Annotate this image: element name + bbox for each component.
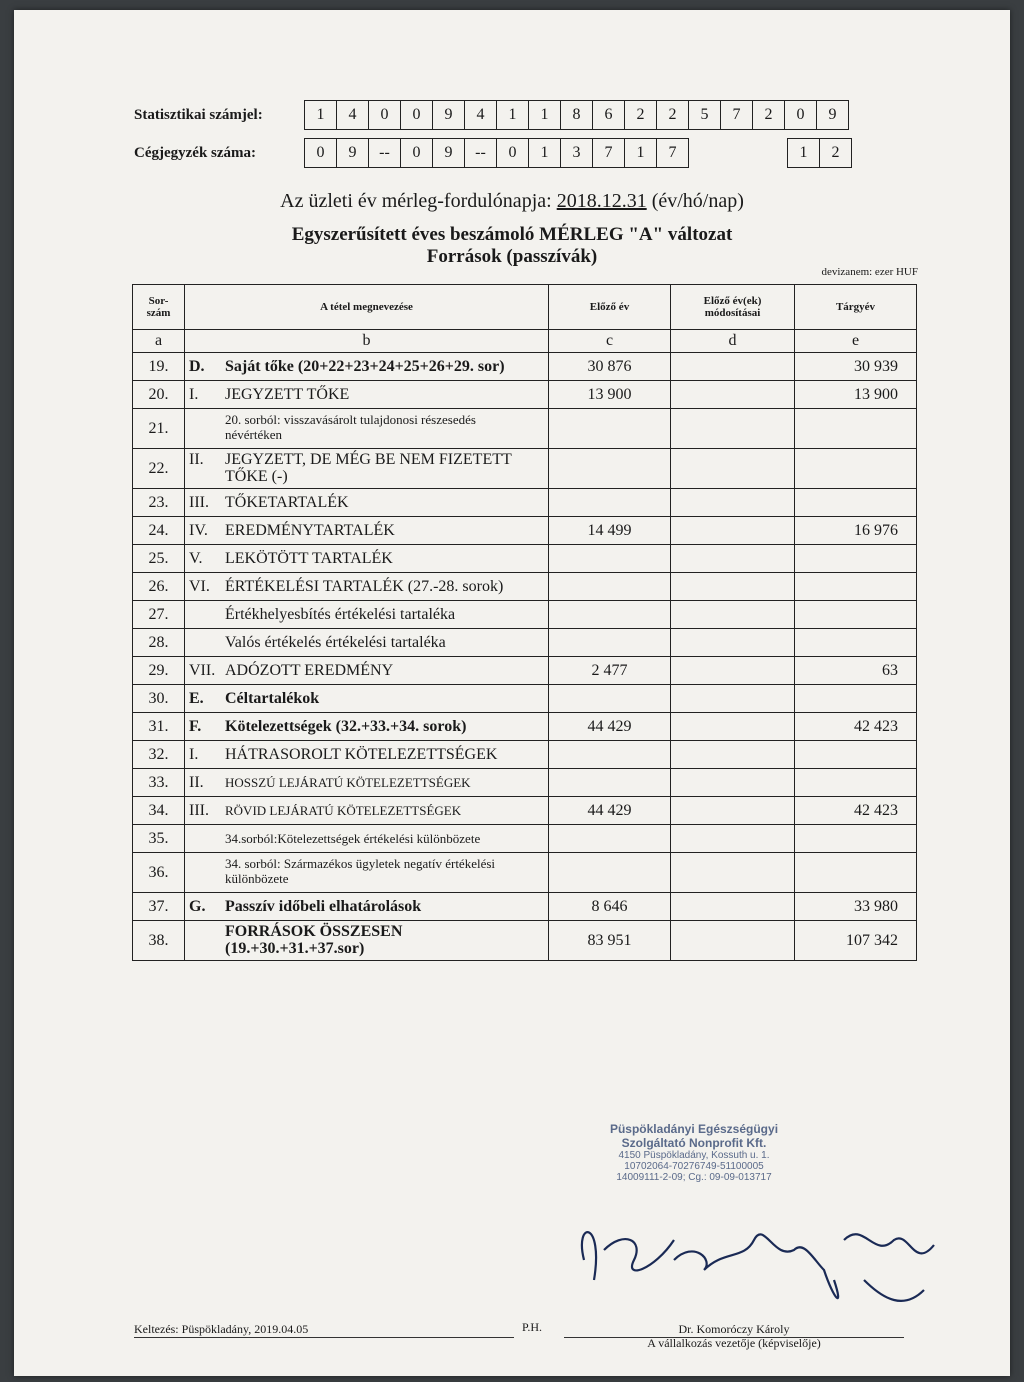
digit-box: 2: [625, 101, 657, 129]
company-stamp: [574, 1122, 814, 1183]
page-title: Egyszerűsített éves beszámoló MÉRLEG "A" változat: [291, 224, 733, 245]
stamp-line: Szolgáltató Nonprofit Kft.: [621, 1136, 767, 1150]
digit-box: 2: [831, 144, 840, 161]
row-number: 36.: [133, 853, 185, 893]
row-number: 37.: [133, 893, 185, 921]
col-header-name: A tétel megnevezése: [185, 285, 549, 330]
row-number: 27.: [133, 601, 185, 629]
row-number: 20.: [133, 381, 185, 409]
modification-value: [671, 893, 795, 921]
table-row: [133, 409, 917, 449]
item-name: HOSSZÚ LEJÁRATÚ KÖTELEZETTSÉGEK: [225, 774, 471, 790]
item-cell: [185, 353, 549, 381]
col-header-cur: Tárgyév: [795, 285, 917, 330]
row-number: 38.: [133, 921, 185, 961]
current-year-value: 33 980: [795, 893, 917, 921]
col-letter: b: [185, 330, 549, 353]
current-year-value: [795, 409, 917, 449]
row-number: 33.: [133, 769, 185, 797]
col-letter: e: [795, 330, 917, 353]
item-name: HÁTRASOROLT KÖTELEZETTSÉGEK: [225, 745, 498, 763]
row-number: 23.: [133, 489, 185, 517]
table-row: [133, 629, 917, 657]
digit-box: 1: [788, 139, 820, 167]
stat-number-boxes: [304, 100, 849, 130]
table-letter-row: [133, 330, 917, 353]
current-year-value: [795, 489, 917, 517]
prev-year-value: 13 900: [549, 381, 671, 409]
item-cell: [185, 449, 549, 489]
item-name: 20. sorból: visszavásárolt tulajdonosi részesedés névértéken: [225, 412, 476, 442]
modification-value: [671, 381, 795, 409]
item-cell: [185, 853, 549, 893]
item-cell: [185, 797, 549, 825]
item-name: ÉRTÉKELÉSI TARTALÉK (27.-28. sorok): [225, 577, 504, 595]
col-header-prev: Előző év: [549, 285, 671, 330]
item-name: Passzív időbeli elhatárolások: [225, 897, 422, 915]
date-line: [14, 190, 1010, 213]
item-cell: [185, 741, 549, 769]
current-year-value: [795, 573, 917, 601]
item-code: IV.: [189, 521, 208, 539]
item-code: II.: [189, 773, 204, 791]
current-year-value: 42 423: [795, 713, 917, 741]
item-name: RÖVID LEJÁRATÚ KÖTELEZETTSÉGEK: [225, 802, 462, 818]
row-number: 22.: [133, 449, 185, 489]
table-row: [133, 517, 917, 545]
row-number: 31.: [133, 713, 185, 741]
prev-year-value: [549, 769, 671, 797]
table-row: [133, 573, 917, 601]
company-reg-row: [134, 138, 852, 168]
prev-year-value: 14 499: [549, 517, 671, 545]
digit-box: 8: [561, 101, 593, 129]
modification-value: [671, 685, 795, 713]
modification-value: [671, 545, 795, 573]
row-number: 19.: [133, 353, 185, 381]
page-subtitle: Források (passzívák): [426, 246, 598, 267]
current-year-value: [795, 629, 917, 657]
item-cell: [185, 601, 549, 629]
prev-year-value: [549, 629, 671, 657]
item-code: VI.: [189, 577, 210, 595]
item-name: LEKÖTÖTT TARTALÉK: [225, 549, 393, 567]
item-code: I.: [189, 385, 199, 403]
place-date: Keltezés: Püspökladány, 2019.04.05: [134, 1322, 514, 1338]
table-row: [133, 853, 917, 893]
item-name: ADÓZOTT EREDMÉNY: [225, 661, 394, 679]
item-name: Értékhelyesbítés értékelési tartaléka: [225, 605, 456, 623]
table-row: [133, 685, 917, 713]
digit-box: 9: [337, 139, 369, 167]
signer-role: A vállalkozás vezetője (képviselője): [647, 1336, 821, 1350]
modification-value: [671, 353, 795, 381]
handwritten-signature: [564, 1200, 944, 1320]
prev-year-value: [549, 409, 671, 449]
digit-box: 9: [433, 101, 465, 129]
digit-box: 6: [593, 101, 625, 129]
item-code: D.: [189, 357, 205, 375]
prev-year-value: 2 477: [549, 657, 671, 685]
item-code: VII.: [189, 661, 216, 679]
modification-value: [671, 921, 795, 961]
stat-number-label: Statisztikai számjel:: [134, 106, 263, 123]
current-year-value: 63: [795, 657, 917, 685]
row-number: 29.: [133, 657, 185, 685]
modification-value: [671, 657, 795, 685]
date-prefix: Az üzleti év mérleg-fordulónapja:: [280, 190, 552, 212]
row-number: 26.: [133, 573, 185, 601]
balance-table: [132, 284, 917, 961]
col-header-mod: Előző év(ek) módosításai: [671, 285, 795, 330]
item-cell: [185, 381, 549, 409]
stat-number-row: [134, 100, 849, 130]
col-letter: c: [549, 330, 671, 353]
current-year-value: [795, 825, 917, 853]
current-year-value: [795, 545, 917, 573]
item-code: G.: [189, 897, 206, 915]
item-code: II.: [189, 450, 204, 468]
modification-value: [671, 825, 795, 853]
item-code: I.: [189, 745, 199, 763]
prev-year-value: 30 876: [549, 353, 671, 381]
table-row: [133, 741, 917, 769]
table-row: [133, 797, 917, 825]
item-code: E.: [189, 689, 204, 707]
item-name: Valós értékelés értékelési tartaléka: [225, 633, 446, 651]
current-year-value: [795, 685, 917, 713]
item-cell: [185, 921, 549, 961]
current-year-value: 13 900: [795, 381, 917, 409]
table-header-row: [133, 285, 917, 330]
current-year-value: [795, 449, 917, 489]
row-number: 35.: [133, 825, 185, 853]
table-row: [133, 825, 917, 853]
prev-year-value: [549, 685, 671, 713]
company-reg-extra-boxes: [787, 138, 852, 168]
item-name: Kötelezettségek (32.+33.+34. sorok): [225, 717, 467, 735]
current-year-value: [795, 853, 917, 893]
digit-box: 1: [529, 139, 561, 167]
item-code: III.: [189, 801, 209, 819]
col-header-rownum: Sor-szám: [133, 285, 185, 330]
table-row: [133, 657, 917, 685]
digit-box: 0: [369, 101, 401, 129]
row-number: 34.: [133, 797, 185, 825]
current-year-value: 107 342: [795, 921, 917, 961]
digit-box: 0: [305, 139, 337, 167]
item-cell: [185, 713, 549, 741]
digit-box: 1: [529, 101, 561, 129]
item-cell: [185, 769, 549, 797]
item-cell: [185, 629, 549, 657]
modification-value: [671, 769, 795, 797]
item-cell: [185, 489, 549, 517]
prev-year-value: 83 951: [549, 921, 671, 961]
table-row: [133, 545, 917, 573]
item-cell: [185, 685, 549, 713]
stamp-line: 10702064-70276749-51100005: [624, 1161, 764, 1172]
digit-box: 4: [465, 101, 497, 129]
table-row: [133, 601, 917, 629]
digit-box: 0: [497, 139, 529, 167]
current-year-value: 30 939: [795, 353, 917, 381]
digit-box: 0: [401, 139, 433, 167]
table-row: [133, 769, 917, 797]
current-year-value: 16 976: [795, 517, 917, 545]
item-name: TŐKETARTALÉK: [225, 493, 349, 511]
current-year-value: [795, 741, 917, 769]
digit-box: 1: [625, 139, 657, 167]
stamp-line: Püspökladányi Egészségügyi: [609, 1122, 779, 1136]
digit-box: 0: [785, 101, 817, 129]
item-name: EREDMÉNYTARTALÉK: [225, 521, 395, 539]
row-number: 30.: [133, 685, 185, 713]
modification-value: [671, 853, 795, 893]
date-value: 2018.12.31: [556, 190, 647, 212]
prev-year-value: 44 429: [549, 797, 671, 825]
col-letter: d: [671, 330, 795, 353]
digit-box: 7: [668, 144, 677, 161]
company-reg-boxes: [304, 138, 689, 168]
company-reg-label: Cégjegyzék száma:: [134, 144, 257, 161]
modification-value: [671, 601, 795, 629]
modification-value: [671, 517, 795, 545]
item-code: V.: [189, 549, 203, 567]
digit-box: 7: [593, 139, 625, 167]
prev-year-value: [549, 853, 671, 893]
table-row: [133, 353, 917, 381]
item-name: 34. sorból: Származékos ügyletek negatív értékelési különbözete: [225, 856, 496, 886]
table-row: [133, 381, 917, 409]
digit-box: 1: [305, 101, 337, 129]
item-cell: [185, 825, 549, 853]
current-year-value: [795, 601, 917, 629]
modification-value: [671, 409, 795, 449]
digit-box: --: [369, 139, 401, 167]
modification-value: [671, 741, 795, 769]
row-number: 28.: [133, 629, 185, 657]
prev-year-value: [549, 601, 671, 629]
item-name: FORRÁSOK ÖSSZESEN (19.+30.+31.+37.sor): [225, 922, 403, 958]
modification-value: [671, 449, 795, 489]
digit-box: 4: [337, 101, 369, 129]
row-number: 21.: [133, 409, 185, 449]
item-cell: [185, 893, 549, 921]
item-name: JEGYZETT, DE MÉG BE NEM FIZETETT TŐKE (-): [225, 450, 512, 486]
prev-year-value: [549, 545, 671, 573]
modification-value: [671, 489, 795, 517]
digit-box: 3: [561, 139, 593, 167]
currency-note: devizanem: ezer HUF: [821, 266, 918, 278]
item-cell: [185, 517, 549, 545]
prev-year-value: [549, 741, 671, 769]
document-page: [14, 10, 1010, 1376]
digit-box: 5: [689, 101, 721, 129]
digit-box: 9: [828, 106, 837, 123]
table-row: [133, 893, 917, 921]
stamp-line: 4150 Püspökladány, Kossuth u. 1.: [618, 1150, 770, 1161]
table-row: [133, 713, 917, 741]
item-cell: [185, 409, 549, 449]
modification-value: [671, 629, 795, 657]
item-code: III.: [189, 493, 209, 511]
row-number: 32.: [133, 741, 185, 769]
row-number: 24.: [133, 517, 185, 545]
item-code: F.: [189, 717, 202, 735]
item-name: 34.sorból:Kötelezettségek értékelési különbözete: [225, 830, 481, 846]
prev-year-value: [549, 449, 671, 489]
prev-year-value: [549, 573, 671, 601]
prev-year-value: [549, 825, 671, 853]
digit-box: 9: [433, 139, 465, 167]
ph-mark: P.H.: [522, 1320, 543, 1334]
signer-name: Dr. Komoróczy Károly: [564, 1322, 904, 1338]
modification-value: [671, 573, 795, 601]
digit-box: 2: [657, 101, 689, 129]
item-cell: [185, 573, 549, 601]
digit-box: 2: [753, 101, 785, 129]
prev-year-value: [549, 489, 671, 517]
item-name: Céltartalékok: [225, 689, 320, 707]
date-suffix: (év/hó/nap): [651, 190, 744, 212]
digit-box: 0: [401, 101, 433, 129]
item-name: JEGYZETT TŐKE: [225, 385, 350, 403]
item-cell: [185, 657, 549, 685]
current-year-value: [795, 769, 917, 797]
prev-year-value: 44 429: [549, 713, 671, 741]
modification-value: [671, 713, 795, 741]
row-number: 25.: [133, 545, 185, 573]
digit-box: 7: [721, 101, 753, 129]
stamp-line: 14009111-2-09; Cg.: 09-09-013717: [616, 1172, 772, 1183]
item-name: Saját tőke (20+22+23+24+25+26+29. sor): [225, 357, 505, 375]
digit-box: 1: [497, 101, 529, 129]
item-cell: [185, 545, 549, 573]
table-row: [133, 921, 917, 961]
table-row: [133, 449, 917, 489]
current-year-value: 42 423: [795, 797, 917, 825]
col-letter: a: [133, 330, 185, 353]
modification-value: [671, 797, 795, 825]
table-row: [133, 489, 917, 517]
digit-box: --: [465, 139, 497, 167]
prev-year-value: 8 646: [549, 893, 671, 921]
